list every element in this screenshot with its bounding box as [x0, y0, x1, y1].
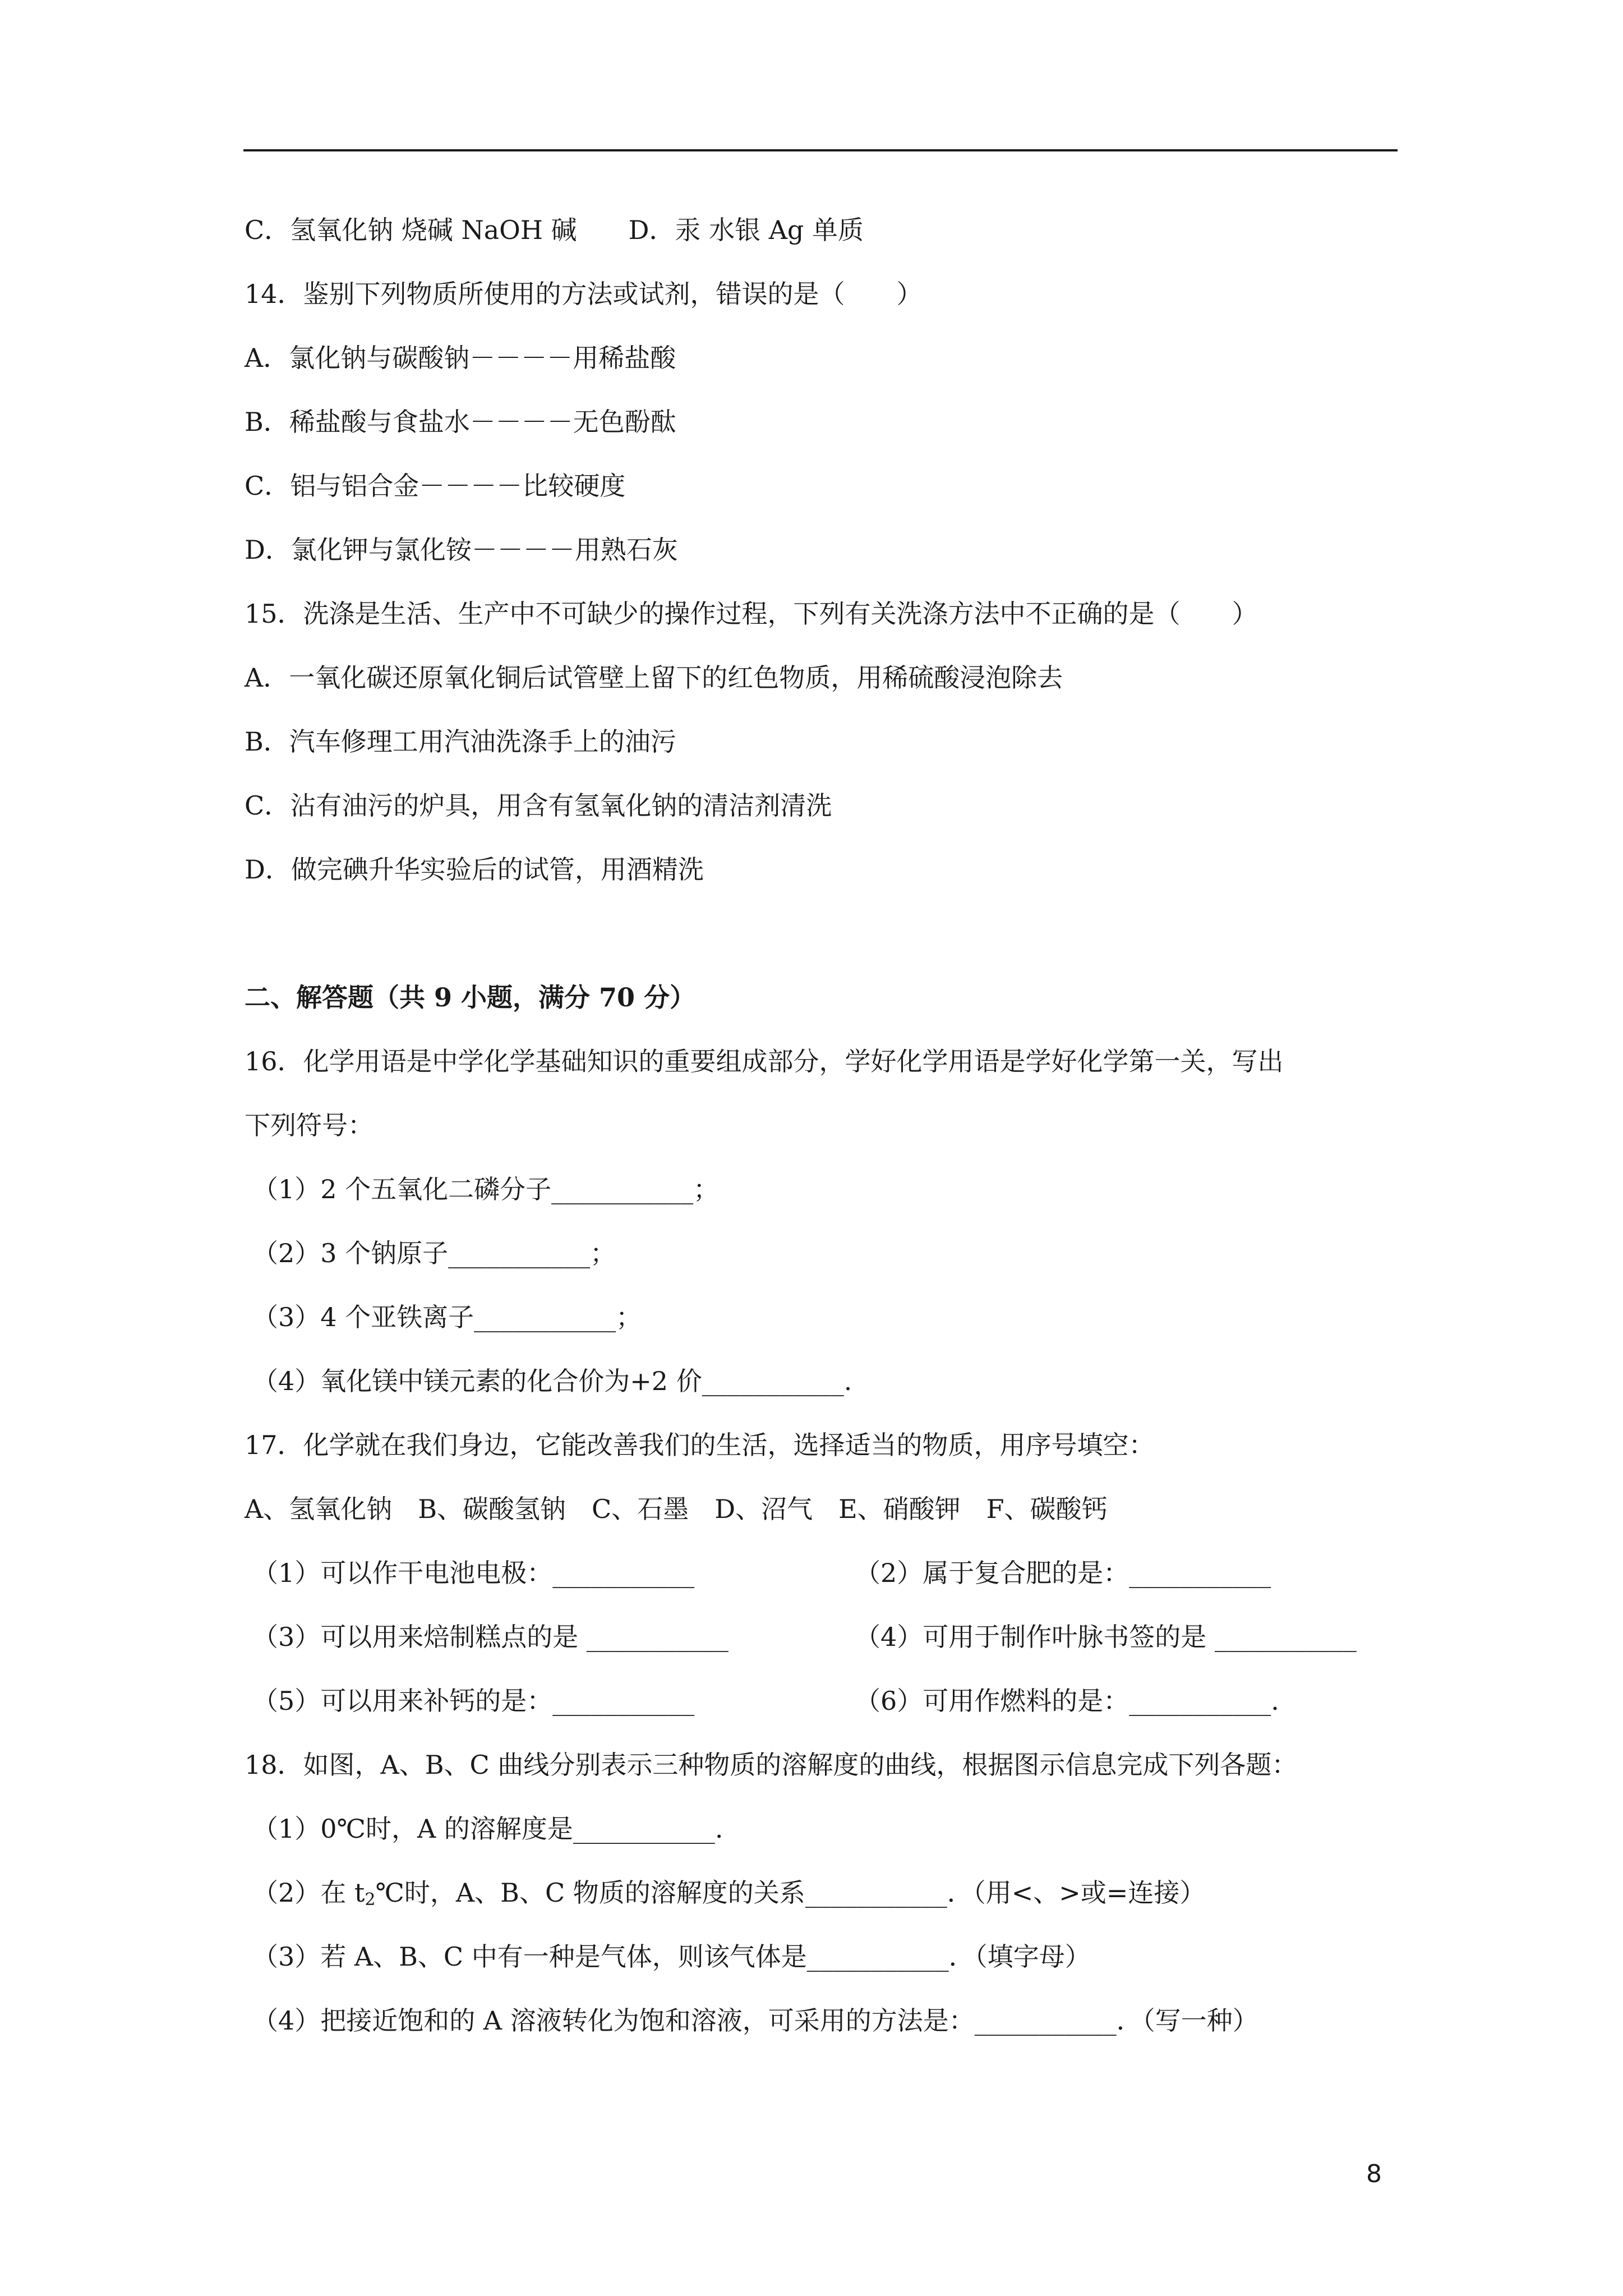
- q18-item-2: [252, 1876, 1205, 1917]
- q15-option-b: B．汽车修理工用汽油洗涤手上的油污: [245, 726, 676, 757]
- q18-item-1: （1）0℃时，A 的溶解度是___________.: [252, 1814, 723, 1844]
- q13-options-cd: C．氢氧化钠 烧碱 NaOH 碱 D．汞 水银 Ag 单质: [245, 215, 864, 245]
- page-number: 8: [1366, 2160, 1382, 2188]
- q17-item-6: （6）可用作燃料的是：___________.: [855, 1686, 1279, 1716]
- question-17: 17．化学就在我们身边，它能改善我们的生活，选择适当的物质，用序号填空：: [245, 1430, 1155, 1460]
- q17-item-1: （1）可以作干电池电极：___________: [252, 1558, 695, 1588]
- q14-option-a: A．氯化钠与碳酸钠－－－－用稀盐酸: [245, 343, 676, 373]
- q15-option-d: D．做完碘升华实验后的试管，用酒精洗: [245, 854, 704, 885]
- question-16: 16．化学用语是中学化学基础知识的重要组成部分，学好化学用语是学好化学第一关，写出: [245, 1046, 1284, 1076]
- q14-option-d: D．氯化钾与氯化铵－－－－用熟石灰: [245, 535, 678, 565]
- q17-options: A、氢氧化钠 B、碳酸氢钠 C、石墨 D、沼气 E、硝酸钾 F、碳酸钙: [245, 1494, 1108, 1524]
- q18-item-3: （3）若 A、B、C 中有一种是气体，则该气体是___________．（填字母）: [252, 1941, 1091, 1972]
- q16-item-1: （1）2 个五氧化二磷分子___________；: [252, 1174, 720, 1204]
- section-heading: 二、解答题（共 9 小题，满分 70 分）: [245, 982, 696, 1013]
- q18-item-4: （4）把接近饱和的 A 溶液转化为饱和溶液，可采用的方法是：___________．（写一种）: [252, 2005, 1258, 2036]
- q16-item-2: （2）3 个钠原子___________；: [252, 1238, 616, 1268]
- q17-item-5: （5）可以用来补钙的是：___________: [252, 1686, 695, 1716]
- q18-item-2-end: ℃时，A、B、C 物质的溶解度的关系___________．（用<、>或=连接）: [375, 1878, 1206, 1908]
- q15-option-a: A．一氧化碳还原氧化铜后试管壁上留下的红色物质，用稀硫酸浸泡除去: [245, 662, 1063, 693]
- header-rule: [243, 149, 1398, 151]
- q17-item-4: （4）可用于制作叶脉书签的是 ___________: [855, 1622, 1357, 1652]
- question-15: 15．洗涤是生活、生产中不可缺少的操作过程，下列有关洗涤方法中不正确的是（ ）: [245, 599, 1258, 629]
- question-16-cont: 下列符号：: [245, 1110, 374, 1140]
- q14-option-b: B．稀盐酸与食盐水－－－－无色酚酞: [245, 407, 676, 437]
- q17-item-2: （2）属于复合肥的是：___________: [855, 1558, 1271, 1588]
- question-18: 18．如图，A、B、C 曲线分别表示三种物质的溶解度的曲线，根据图示信息完成下列各题：: [245, 1750, 1298, 1780]
- q14-option-c: C．铝与铝合金－－－－比较硬度: [245, 471, 626, 501]
- q16-item-3: （3）4 个亚铁离子___________；: [252, 1302, 642, 1332]
- q18-item-2-start: （2）在 t: [252, 1878, 365, 1908]
- q15-option-c: C．沾有油污的炉具，用含有氢氧化钠的清洁剂清洗: [245, 790, 832, 821]
- q17-item-3: （3）可以用来焙制糕点的是 ___________: [252, 1622, 728, 1652]
- question-14: 14．鉴别下列物质所使用的方法或试剂，错误的是（ ）: [245, 279, 923, 309]
- q18-item-2-subscript: 2: [365, 1890, 376, 1910]
- q16-item-4: （4）氧化镁中镁元素的化合价为+2 价___________.: [252, 1366, 852, 1396]
